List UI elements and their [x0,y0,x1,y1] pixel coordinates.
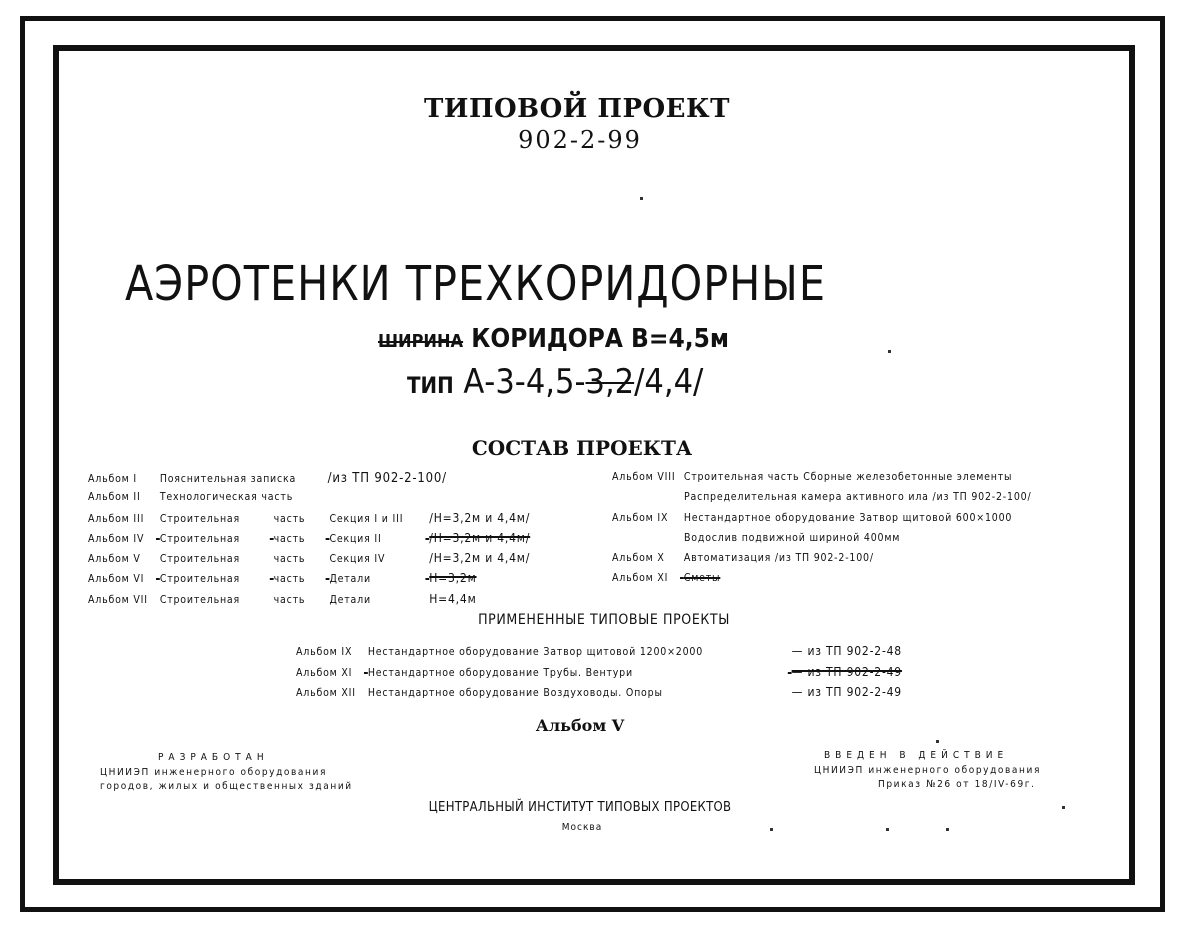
album-part: часть [273,594,306,606]
album-section: Секция IV [329,553,386,565]
applied-row [296,685,902,699]
album-title: Нестандартное оборудование Затвор щитовой 600×1000 [683,512,1013,524]
album-title: Строительная [159,553,240,565]
album-title: Строительная [159,533,240,545]
album-ref: — из ТП 902-2-48 [791,644,902,658]
album-label: Альбом I [88,473,137,485]
album-label: Альбом IX [612,512,669,524]
album-title: Строительная часть Сборные железобетонные элементы [683,471,1013,483]
composition-left-row [88,491,293,503]
composition-right-row [684,532,900,544]
type-code: А-3-4,5- [463,362,586,402]
corridor-width-line [378,324,729,354]
project-label: ТИПОВОЙ ПРОЕКТ [424,94,730,124]
album-title: Нестандартное оборудование Трубы. Вентури [367,667,633,679]
album-label: Альбом XII [296,687,356,699]
album-label: Альбом VI [88,573,145,585]
enacted-order: Приказ №26 от 18/IV-69г. [878,779,1036,790]
album-title: Нестандартное оборудование Воздуховоды. Опоры [367,687,663,699]
scan-speck [936,740,939,743]
type-suffix: /4,4/ [634,362,704,402]
composition-left-row [88,592,477,606]
album-height: Н=3,2м [429,571,477,585]
composition-left-row [88,571,477,585]
composition-right-row [612,552,874,564]
developer-scope: городов, жилых и общественных зданий [100,781,353,792]
scan-speck [886,828,889,831]
corridor-width-prefix: ШИРИНА [378,331,464,352]
type-prefix: ТИП [407,374,454,399]
composition-heading: СОСТАВ ПРОЕКТА [471,436,693,460]
developer-heading: РАЗРАБОТАН [158,752,269,763]
composition-left-row [88,551,530,565]
type-struck: 3,2 [585,362,635,402]
album-label: Альбом XI [612,572,669,584]
enacted-heading: ВВЕДЕН В ДЕЙСТВИЕ [824,750,1009,761]
applied-heading: ПРИМЕНЕННЫЕ ТИПОВЫЕ ПРОЕКТЫ [478,612,730,628]
album-number: Альбом V [535,716,625,735]
album-title: Распределительная камера активного ила /из ТП 902-2-100/ [684,491,1032,503]
album-label: Альбом II [88,491,141,503]
album-title: Технологическая часть [159,491,294,503]
city-name: Москва [561,822,603,833]
album-label: Альбом VIII [612,471,676,483]
composition-right-row [684,491,1031,503]
album-part: часть [273,573,306,585]
album-label: Альбом X [612,552,665,564]
album-title: Строительная [159,573,240,585]
album-part: часть [273,533,306,545]
album-height: /Н=3,2м и 4,4м/ [429,511,531,525]
applied-row [296,644,902,658]
album-label: Альбом V [88,553,141,565]
enacted-org: ЦНИИЭП инженерного оборудования [814,765,1041,776]
composition-left-row [88,531,530,545]
composition-right-row [612,471,1012,483]
developer-org: ЦНИИЭП инженерного оборудования [100,767,327,778]
album-ref: /из ТП 902-2-100/ [327,471,447,486]
album-title: Пояснительная записка [159,473,297,485]
album-height: /Н=3,2м и 4,4м/ [429,531,531,545]
album-label: Альбом IX [296,646,353,658]
institute-name: ЦЕНТРАЛЬНЫЙ ИНСТИТУТ ТИПОВЫХ ПРОЕКТОВ [428,800,732,815]
scan-speck [640,197,643,200]
composition-right-row [612,572,720,584]
scan-speck [946,828,949,831]
album-title: Водослив подвижной шириной 400мм [684,532,901,544]
album-title: Строительная [159,513,240,525]
corridor-width-text: КОРИДОРА В=4,5м [471,324,730,354]
album-title: Сметы [683,572,721,584]
album-part: часть [273,553,306,565]
album-title: Строительная [159,594,240,606]
album-ref: — из ТП 902-2-49 [791,685,902,699]
scan-speck [888,350,891,353]
project-number: 902-2-99 [518,126,642,154]
scan-speck [770,828,773,831]
album-section: Секция I и III [329,513,404,525]
album-ref: — из ТП 902-2-49 [791,665,902,679]
album-label: Альбом XI [296,667,353,679]
album-title: Автоматизация /из ТП 902-2-100/ [683,552,874,564]
applied-row [296,665,902,679]
type-line [407,362,703,402]
album-section: Детали [329,594,371,606]
album-height: Н=4,4м [429,592,477,606]
album-section: Секция II [329,533,382,545]
composition-left-row [88,511,530,525]
main-title: АЭРОТЕНКИ ТРЕХКОРИДОРНЫЕ [125,254,826,312]
album-title: Нестандартное оборудование Затвор щитовой 1200×2000 [367,646,704,658]
composition-right-row [612,512,1012,524]
album-label: Альбом III [88,513,145,525]
album-height: /Н=3,2м и 4,4м/ [429,551,531,565]
album-label: Альбом IV [88,533,145,545]
composition-left-row [88,471,447,486]
album-section: Детали [329,573,371,585]
scan-speck [1062,806,1065,809]
album-label: Альбом VII [88,594,148,606]
album-part: часть [273,513,306,525]
